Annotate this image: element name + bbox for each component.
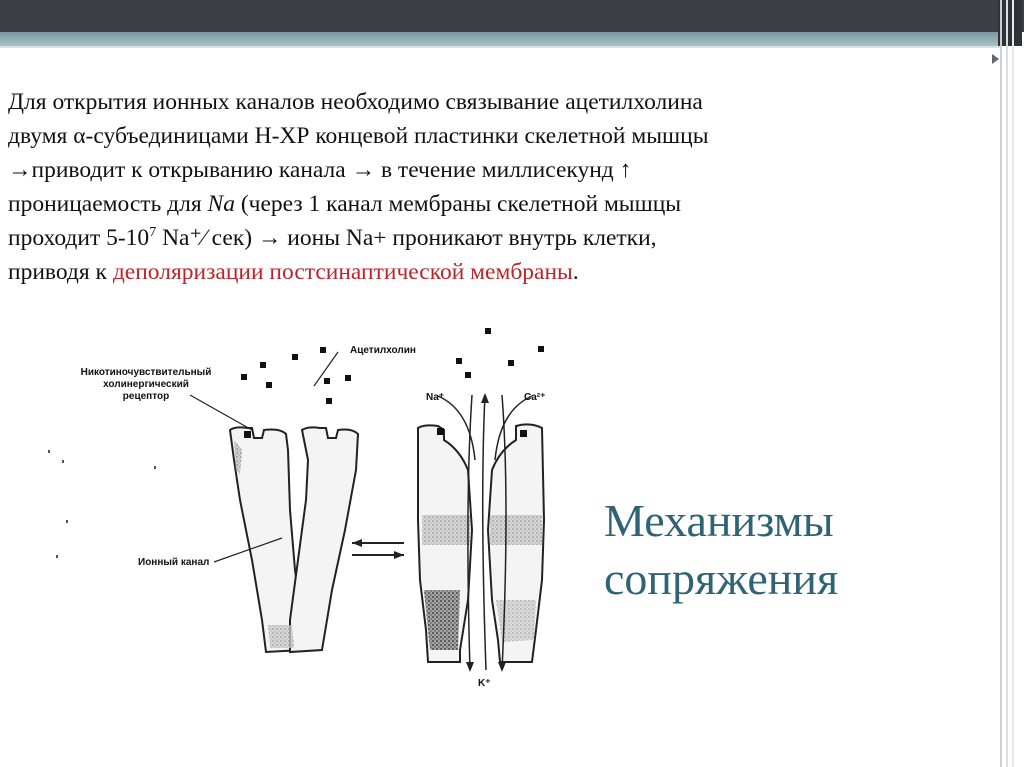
label-receptor <box>66 367 226 403</box>
highlight-text: деполяризации постсинаптической мембраны <box>112 259 573 285</box>
label-ion-channel: Ионный канал <box>138 557 210 568</box>
heading-line-1: Механизмы <box>604 495 834 546</box>
body-line-2: двумя α-субъединицами Н-ХР концевой пластинки скелетной мышцы <box>8 123 709 149</box>
label-acetylcholine: Ацетилхолин <box>350 345 416 356</box>
top-bar <box>0 0 1024 32</box>
body-text <box>8 85 968 289</box>
label-ca: Ca²⁺ <box>524 392 546 403</box>
body-line-1: Для открытия ионных каналов необходимо связывание ацетилхолина <box>8 89 703 115</box>
label-receptor-line-1: Никотиночувствительный <box>80 367 212 378</box>
body-line-6: приводя к деполяризации постсинаптической мембраны. <box>8 259 579 285</box>
channel-diagram <box>40 300 600 730</box>
label-na: Na⁺ <box>426 392 445 403</box>
right-edge-decoration <box>996 0 1024 767</box>
top-stripe-thin <box>0 46 1000 48</box>
body-line-4: проницаемость для Na (через 1 канал мембраны скелетной мышцы <box>8 191 682 217</box>
label-receptor-line-2: холинергический <box>103 379 189 390</box>
na-italic: Na <box>207 191 235 217</box>
heading-line-2: сопряжения <box>604 553 839 604</box>
top-stripe <box>0 32 1000 46</box>
body-line-5: проходит $5-10^7$ Na⁺⁄ сек) → ионы Na+ проникают внутрь клетки, <box>8 225 657 251</box>
body-line-3: →приводит к открыванию канала → в течение миллисекунд ↑ <box>8 157 632 183</box>
ion-channel-figure <box>40 300 600 730</box>
label-k: K⁺ <box>478 678 491 689</box>
slide-heading <box>604 492 984 608</box>
slide-arrow-icon <box>992 54 999 64</box>
label-receptor-line-3: рецептор <box>122 391 170 402</box>
exponent: 7 <box>149 225 157 240</box>
